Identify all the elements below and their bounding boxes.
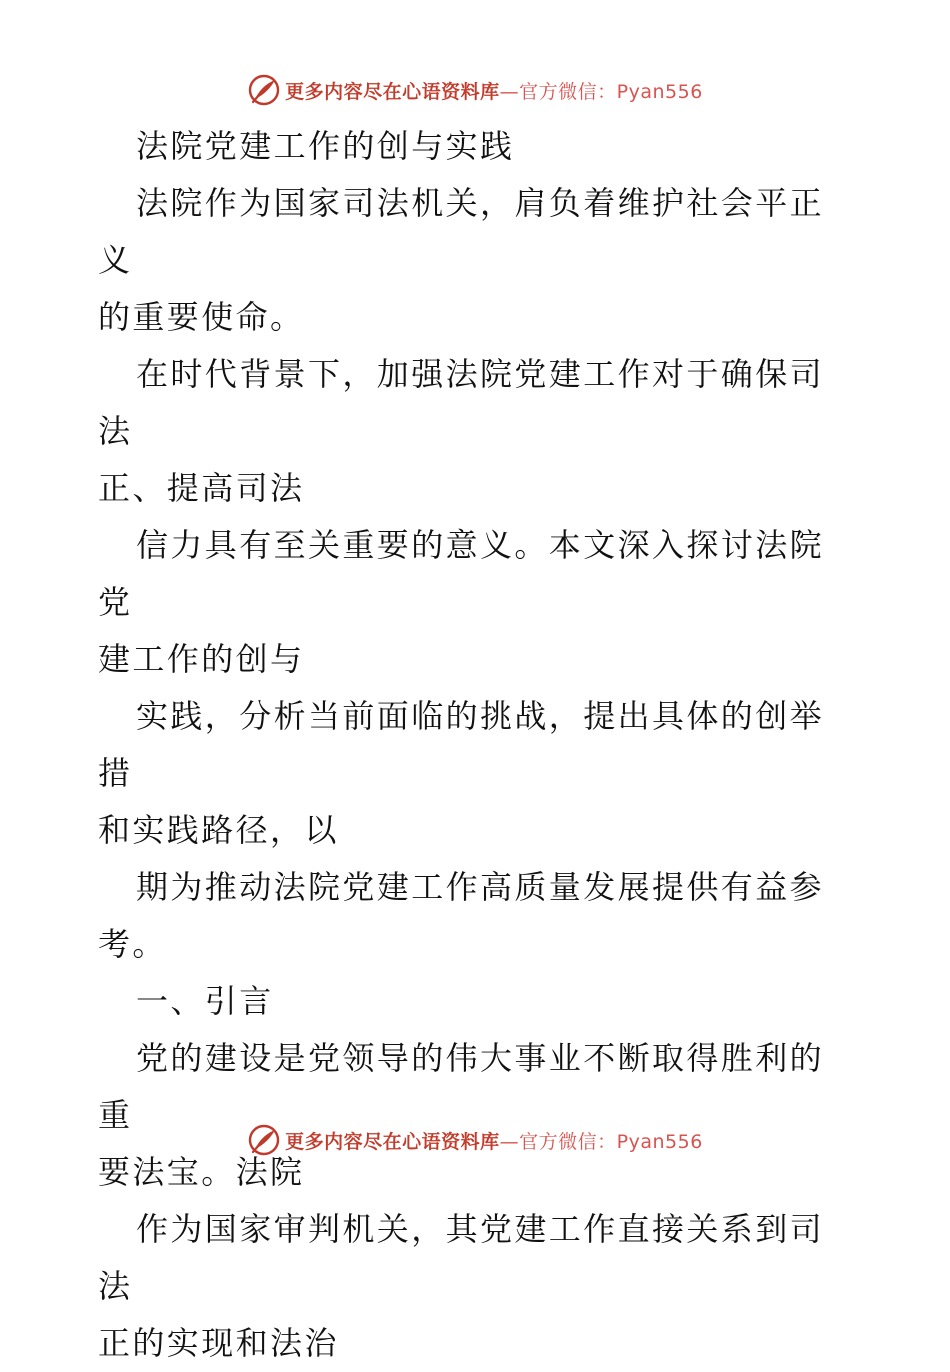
text-line: 党的建设是党领导的伟大事业不断取得胜利的重 — [98, 1039, 825, 1134]
paragraph — [98, 175, 858, 346]
watermark-text — [285, 1127, 703, 1154]
text-line: 正的实现和法治 — [98, 1324, 339, 1362]
text-line: 期为推动法院党建工作高质量发展提供有益参 — [136, 868, 825, 906]
feather-pen-logo-icon — [247, 1123, 281, 1157]
paragraph — [98, 859, 858, 973]
section-heading — [98, 973, 858, 1030]
text-line: 实践，分析当前面临的挑战，提出具体的创举措 — [98, 697, 825, 792]
text-line: 法院作为国家司法机关，肩负着维护社会平正义 — [98, 184, 825, 279]
text-line: 在时代背景下，加强法院党建工作对于确保司法 — [98, 355, 825, 450]
watermark-wechat: —官方微信：Pyan556 — [499, 1130, 703, 1153]
text-line: 的重要使命。 — [98, 298, 305, 336]
text-line: 作为国家审判机关，其党建工作直接关系到司法 — [98, 1210, 825, 1305]
text-line: 信力具有至关重要的意义。本文深入探讨法院党 — [98, 526, 825, 621]
document-body — [98, 118, 858, 1372]
text-line: 正、提高司法 — [98, 469, 305, 507]
paragraph — [98, 1030, 858, 1201]
text-line: 建工作的创与 — [98, 640, 305, 678]
text-line: 考。 — [98, 925, 167, 963]
paragraph — [98, 688, 858, 859]
paragraph — [98, 1201, 858, 1372]
text-line: 法院党建工作的创与实践 — [136, 127, 515, 165]
watermark-text — [285, 77, 703, 104]
text-line: 和实践路径，以 — [98, 811, 339, 849]
feather-pen-logo-icon — [247, 73, 281, 107]
watermark-brand: 更多内容尽在心语资料库 — [285, 80, 500, 103]
header-watermark — [0, 70, 950, 110]
watermark-wechat: —官方微信：Pyan556 — [499, 80, 703, 103]
text-line: 要法宝。法院 — [98, 1153, 305, 1191]
paragraph — [98, 346, 858, 517]
document-title — [98, 118, 858, 175]
paragraph — [98, 517, 858, 688]
watermark-brand: 更多内容尽在心语资料库 — [285, 1130, 500, 1153]
footer-watermark — [0, 1120, 950, 1160]
text-line: 一、引言 — [136, 982, 274, 1020]
